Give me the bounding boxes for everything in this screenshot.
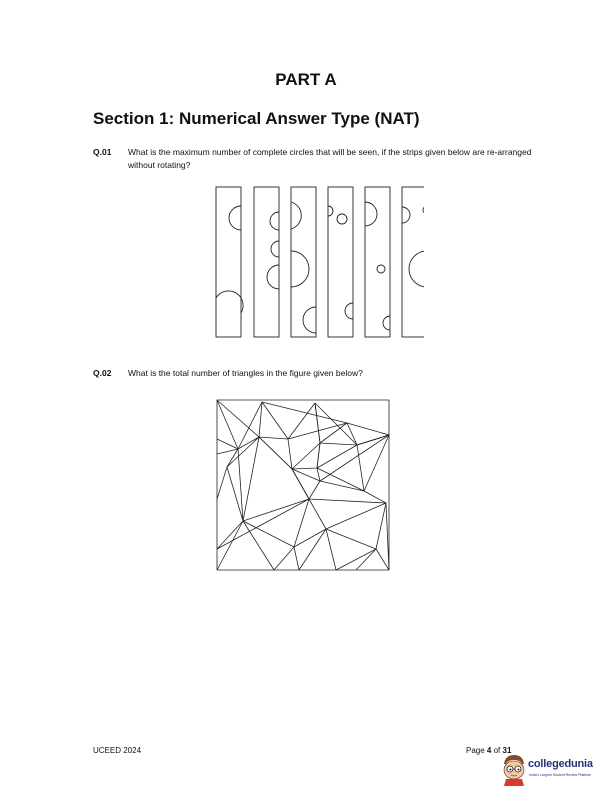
section-title: Section 1: Numerical Answer Type (NAT) (93, 109, 420, 128)
question-1-number: Q.01 (93, 147, 112, 157)
brand-tagline: India's Largest Student Review Platform (529, 773, 592, 777)
strip-6 (402, 187, 424, 337)
collegedunia-mascot-icon (500, 752, 528, 786)
strip-2 (254, 187, 279, 337)
footer-page-total: 31 (502, 746, 512, 755)
strip-4 (328, 187, 353, 337)
footer-page-current: 4 (486, 746, 492, 755)
strip-5 (365, 187, 390, 337)
footer-page-label: Page (466, 746, 485, 755)
triangles-figure (216, 399, 391, 572)
footer-exam-name: UCEED 2024 (93, 746, 142, 755)
question-2-number: Q.02 (93, 368, 112, 378)
strip-3 (291, 187, 316, 337)
circle-strips-figure (214, 185, 424, 345)
brand-name: collegedunia (528, 758, 593, 770)
question-2-text: What is the total number of triangles in the figure given below? (128, 368, 363, 378)
footer-page-of: of (493, 746, 501, 755)
question-1-text: What is the maximum number of complete circles that will be seen, if the strips given below are re-arranged without rotating? (128, 147, 532, 170)
strip-1 (216, 187, 243, 337)
part-title: PART A (275, 70, 337, 89)
